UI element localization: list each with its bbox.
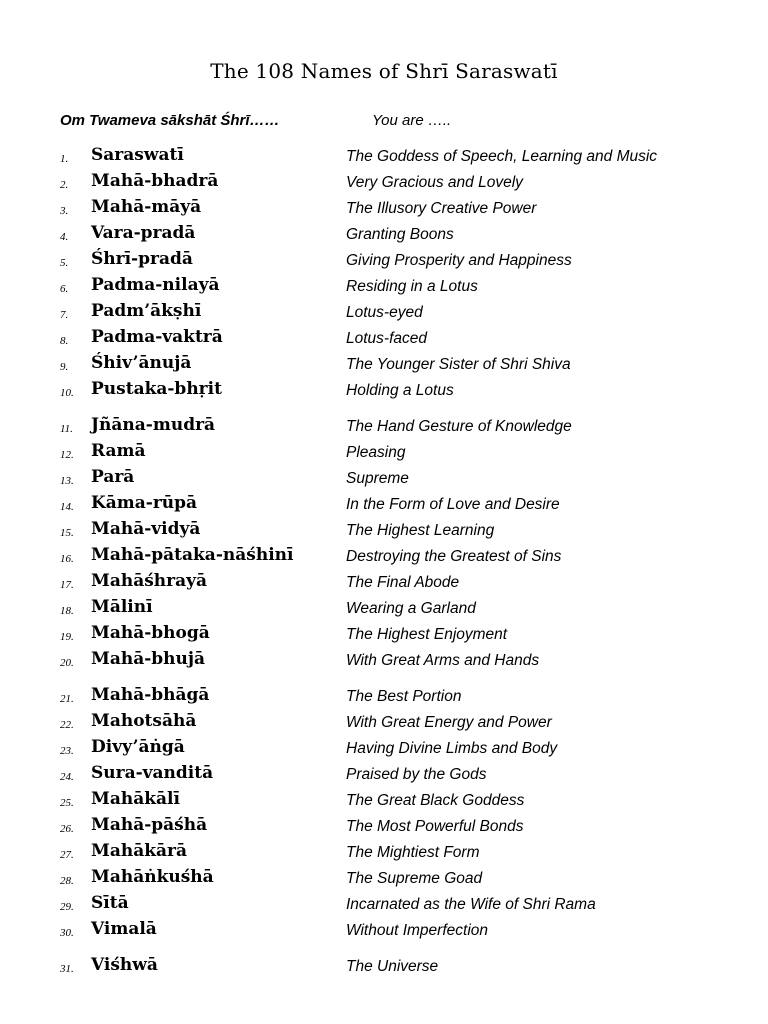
- item-meaning: The Goddess of Speech, Learning and Music: [346, 148, 658, 165]
- item-meaning: The Universe: [346, 958, 439, 975]
- item-meaning: With Great Arms and Hands: [346, 652, 540, 669]
- list-item: [0, 197, 768, 223]
- item-meaning: Lotus-faced: [346, 330, 427, 347]
- list-item: [0, 519, 768, 545]
- list-item: [0, 545, 768, 571]
- intro-invocation: Om Twameva sākshāt Śhrī……: [60, 112, 280, 129]
- list-item: [0, 571, 768, 597]
- item-name: Viśhwā: [91, 955, 158, 975]
- item-name: Jñāna-mudrā: [91, 415, 216, 435]
- list-item: [0, 955, 768, 981]
- item-meaning: Very Gracious and Lovely: [346, 174, 523, 191]
- item-number: 26.: [60, 823, 74, 835]
- item-number: 29.: [60, 901, 74, 913]
- list-item: [0, 597, 768, 623]
- item-meaning: The Mightiest Form: [346, 844, 480, 861]
- item-number: 21.: [60, 693, 74, 705]
- list-item: [0, 441, 768, 467]
- item-number: 6.: [60, 283, 69, 295]
- list-item: [0, 249, 768, 275]
- item-number: 14.: [60, 501, 74, 513]
- item-number: 20.: [60, 657, 74, 669]
- item-name: Padma-vaktrā: [91, 327, 223, 347]
- item-meaning: Holding a Lotus: [346, 382, 454, 399]
- list-item: [0, 353, 768, 379]
- item-meaning: Pleasing: [346, 444, 406, 461]
- item-meaning: Incarnated as the Wife of Shri Rama: [346, 896, 596, 913]
- item-number: 18.: [60, 605, 74, 617]
- item-name: Mālinī: [91, 597, 153, 617]
- list-item: [0, 275, 768, 301]
- item-name: Vimalā: [91, 919, 157, 939]
- item-number: 3.: [60, 205, 69, 217]
- list-item: [0, 379, 768, 405]
- item-number: 2.: [60, 179, 69, 191]
- item-meaning: With Great Energy and Power: [346, 714, 552, 731]
- item-name: Parā: [91, 467, 135, 487]
- list-item: [0, 789, 768, 815]
- item-name: Sura-vanditā: [91, 763, 214, 783]
- item-number: 28.: [60, 875, 74, 887]
- item-meaning: Wearing a Garland: [346, 600, 476, 617]
- list-item: [0, 685, 768, 711]
- item-name: Padm’ākṣhī: [91, 301, 202, 321]
- item-meaning: The Illusory Creative Power: [346, 200, 537, 217]
- list-item: [0, 415, 768, 441]
- item-meaning: Giving Prosperity and Happiness: [346, 252, 572, 269]
- list-item: [0, 301, 768, 327]
- item-number: 19.: [60, 631, 74, 643]
- item-number: 12.: [60, 449, 74, 461]
- item-meaning: The Highest Learning: [346, 522, 495, 539]
- item-number: 22.: [60, 719, 74, 731]
- item-meaning: The Supreme Goad: [346, 870, 483, 887]
- item-name: Mahotsāhā: [91, 711, 197, 731]
- item-meaning: Praised by the Gods: [346, 766, 487, 783]
- item-number: 23.: [60, 745, 74, 757]
- item-name: Kāma-rūpā: [91, 493, 198, 513]
- list-item: [0, 815, 768, 841]
- item-number: 8.: [60, 335, 69, 347]
- item-meaning: The Great Black Goddess: [346, 792, 525, 809]
- item-name: Mahā-bhogā: [91, 623, 210, 643]
- item-name: Divy’āṅgā: [91, 737, 185, 757]
- item-meaning: Without Imperfection: [346, 922, 489, 939]
- item-name: Mahā-bhāgā: [91, 685, 210, 705]
- item-number: 31.: [60, 963, 74, 975]
- item-name: Śhiv’ānujā: [91, 353, 192, 373]
- item-meaning: Supreme: [346, 470, 409, 487]
- names-list: [0, 145, 768, 981]
- item-name: Sītā: [91, 893, 129, 913]
- item-name: Padma-nilayā: [91, 275, 220, 295]
- item-number: 27.: [60, 849, 74, 861]
- list-item: [0, 223, 768, 249]
- item-number: 15.: [60, 527, 74, 539]
- list-item: [0, 327, 768, 353]
- item-name: Ramā: [91, 441, 146, 461]
- item-number: 4.: [60, 231, 69, 243]
- item-name: Pustaka-bhṛit: [91, 379, 222, 399]
- item-meaning: The Most Powerful Bonds: [346, 818, 524, 835]
- item-name: Mahā-pātaka-nāśhinī: [91, 545, 294, 565]
- item-name: Mahā-bhadrā: [91, 171, 219, 191]
- list-item: [0, 737, 768, 763]
- item-meaning: Lotus-eyed: [346, 304, 423, 321]
- item-number: 1.: [60, 153, 69, 165]
- item-name: Mahākālī: [91, 789, 180, 809]
- item-number: 9.: [60, 361, 69, 373]
- list-item: [0, 919, 768, 945]
- item-meaning: The Younger Sister of Shri Shiva: [346, 356, 571, 373]
- list-item: [0, 649, 768, 675]
- item-name: Mahā-māyā: [91, 197, 202, 217]
- intro-you-are: You are …..: [372, 112, 452, 129]
- item-meaning: Destroying the Greatest of Sins: [346, 548, 562, 565]
- list-item: [0, 841, 768, 867]
- item-meaning: Granting Boons: [346, 226, 454, 243]
- item-name: Mahākārā: [91, 841, 187, 861]
- list-item: [0, 711, 768, 737]
- item-number: 10.: [60, 387, 74, 399]
- item-name: Mahā-vidyā: [91, 519, 201, 539]
- item-name: Mahā-bhujā: [91, 649, 206, 669]
- item-name: Mahā-pāśhā: [91, 815, 208, 835]
- list-item: [0, 171, 768, 197]
- item-meaning: The Highest Enjoyment: [346, 626, 508, 643]
- item-number: 30.: [60, 927, 74, 939]
- list-item: [0, 623, 768, 649]
- list-item: [0, 763, 768, 789]
- list-item: [0, 493, 768, 519]
- item-meaning: Residing in a Lotus: [346, 278, 478, 295]
- item-name: Saraswatī: [91, 145, 184, 165]
- item-meaning: The Hand Gesture of Knowledge: [346, 418, 572, 435]
- item-name: Mahāṅkuśhā: [91, 867, 214, 887]
- list-item: [0, 467, 768, 493]
- item-number: 11.: [60, 423, 73, 435]
- item-meaning: Having Divine Limbs and Body: [346, 740, 558, 757]
- item-name: Vara-pradā: [91, 223, 196, 243]
- item-number: 13.: [60, 475, 74, 487]
- item-number: 17.: [60, 579, 74, 591]
- item-meaning: In the Form of Love and Desire: [346, 496, 560, 513]
- list-item: [0, 893, 768, 919]
- item-name: Mahāśhrayā: [91, 571, 208, 591]
- page-title: The 108 Names of Shrī Saraswatī: [210, 59, 558, 84]
- item-number: 16.: [60, 553, 74, 565]
- item-meaning: The Best Portion: [346, 688, 462, 705]
- item-name: Śhrī-pradā: [91, 249, 193, 269]
- item-number: 7.: [60, 309, 69, 321]
- list-item: [0, 867, 768, 893]
- list-item: [0, 145, 768, 171]
- item-number: 25.: [60, 797, 74, 809]
- item-meaning: The Final Abode: [346, 574, 460, 591]
- item-number: 24.: [60, 771, 74, 783]
- item-number: 5.: [60, 257, 69, 269]
